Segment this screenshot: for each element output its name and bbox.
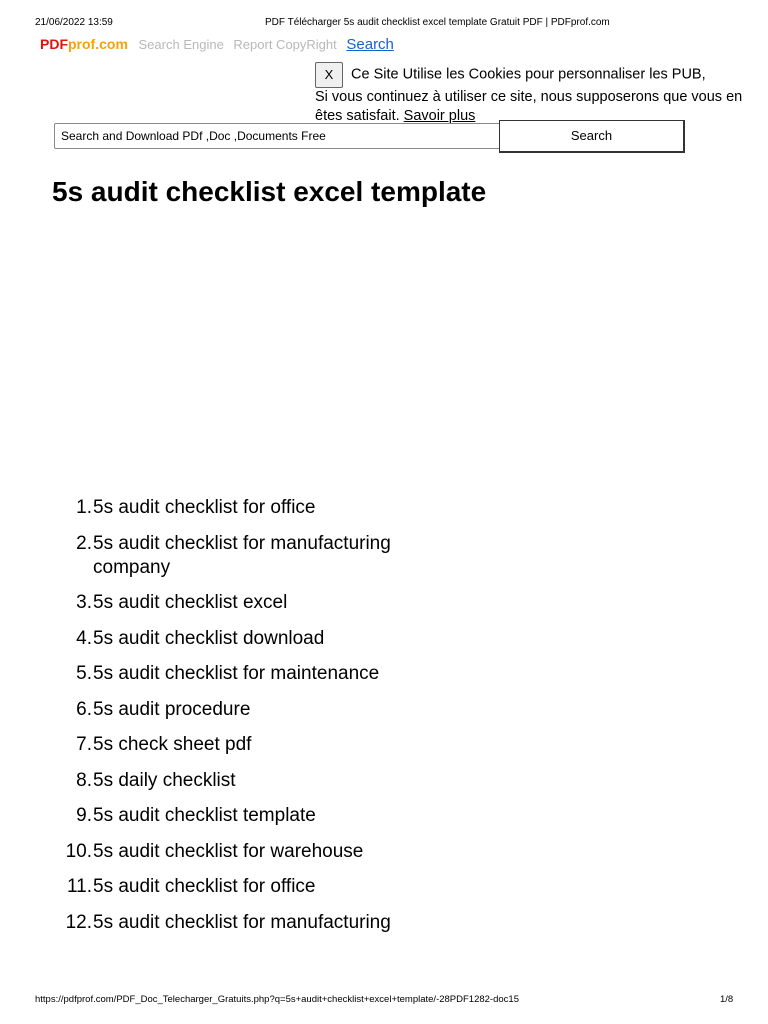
list-item-number: 3. bbox=[76, 592, 92, 613]
list-item-number: 4. bbox=[76, 627, 92, 649]
list-item-number: 7. bbox=[76, 734, 92, 755]
list-item[interactable] bbox=[52, 733, 472, 757]
top-nav bbox=[40, 36, 394, 53]
related-searches-list bbox=[52, 496, 472, 946]
list-item-number: 8. bbox=[76, 769, 92, 791]
list-item-number: 1. bbox=[76, 497, 92, 518]
cookie-text-line2: Si vous continuez à utiliser ce site, nous supposerons que vous en êtes satisfait. bbox=[315, 89, 743, 124]
list-item-number: 10. bbox=[65, 840, 92, 862]
list-item-link[interactable]: 5s audit checklist for office bbox=[93, 497, 316, 518]
list-item[interactable] bbox=[52, 627, 472, 651]
list-item-link[interactable]: 5s audit checklist for manufacturing company bbox=[93, 532, 391, 578]
list-item-link[interactable]: 5s audit checklist download bbox=[93, 627, 325, 649]
print-footer-url: https://pdfprof.com/PDF_Doc_Telecharger_Gratuits.php?q=5s+audit+checklist+excel+template/-28PDF1282-doc15 bbox=[35, 994, 519, 1005]
list-item-link[interactable]: 5s audit checklist for warehouse bbox=[93, 840, 364, 862]
cookie-notice bbox=[315, 62, 755, 126]
list-item[interactable] bbox=[52, 591, 472, 615]
logo-pdf: PDF bbox=[40, 36, 68, 52]
list-item-number: 12. bbox=[65, 911, 92, 933]
cookie-text-line1: Ce Site Utilise les Cookies pour personnaliser les PUB, bbox=[351, 66, 706, 83]
list-item[interactable] bbox=[52, 840, 472, 864]
site-logo[interactable] bbox=[40, 36, 128, 52]
list-item-link[interactable]: 5s daily checklist bbox=[93, 769, 236, 791]
list-item-link[interactable]: 5s audit checklist template bbox=[93, 805, 316, 826]
list-item[interactable] bbox=[52, 769, 472, 793]
list-item-number: 2. bbox=[76, 532, 92, 554]
list-item[interactable] bbox=[52, 804, 472, 828]
page-title: 5s audit checklist excel template bbox=[52, 176, 487, 207]
list-item-number: 11. bbox=[66, 876, 92, 897]
list-item[interactable] bbox=[52, 911, 472, 935]
list-item-number: 9. bbox=[76, 805, 92, 826]
list-item-link[interactable]: 5s audit checklist for office bbox=[93, 876, 316, 897]
logo-prof: prof.com bbox=[68, 36, 128, 52]
nav-link-report-copyright[interactable]: Report CopyRight bbox=[233, 37, 337, 52]
print-page-number: 1/8 bbox=[720, 994, 734, 1005]
print-datetime: 21/06/2022 13:59 bbox=[35, 17, 113, 28]
search-button[interactable]: Search bbox=[499, 120, 685, 153]
print-page-title: PDF Télécharger 5s audit checklist excel template Gratuit PDF | PDFprof.com bbox=[265, 17, 610, 28]
nav-link-search[interactable]: Search bbox=[346, 36, 394, 53]
list-item-link[interactable]: 5s check sheet pdf bbox=[93, 734, 252, 755]
list-item-link[interactable]: 5s audit checklist for manufacturing bbox=[93, 911, 391, 933]
list-item[interactable] bbox=[52, 532, 472, 580]
list-item[interactable] bbox=[52, 698, 472, 722]
list-item-number: 6. bbox=[76, 698, 92, 720]
search-input[interactable]: Search and Download PDf ,Doc ,Documents Free bbox=[54, 123, 502, 149]
list-item[interactable] bbox=[52, 662, 472, 686]
list-item-link[interactable]: 5s audit checklist excel bbox=[93, 592, 288, 613]
list-item[interactable] bbox=[52, 496, 472, 520]
nav-link-search-engine[interactable]: Search Engine bbox=[138, 37, 224, 52]
list-item-link[interactable]: 5s audit procedure bbox=[93, 698, 251, 720]
list-item[interactable] bbox=[52, 875, 472, 899]
list-item-link[interactable]: 5s audit checklist for maintenance bbox=[93, 663, 380, 684]
cookie-close-button[interactable]: X bbox=[315, 62, 343, 88]
list-item-number: 5. bbox=[76, 663, 92, 684]
cookie-more-link[interactable]: Savoir plus bbox=[403, 108, 476, 124]
